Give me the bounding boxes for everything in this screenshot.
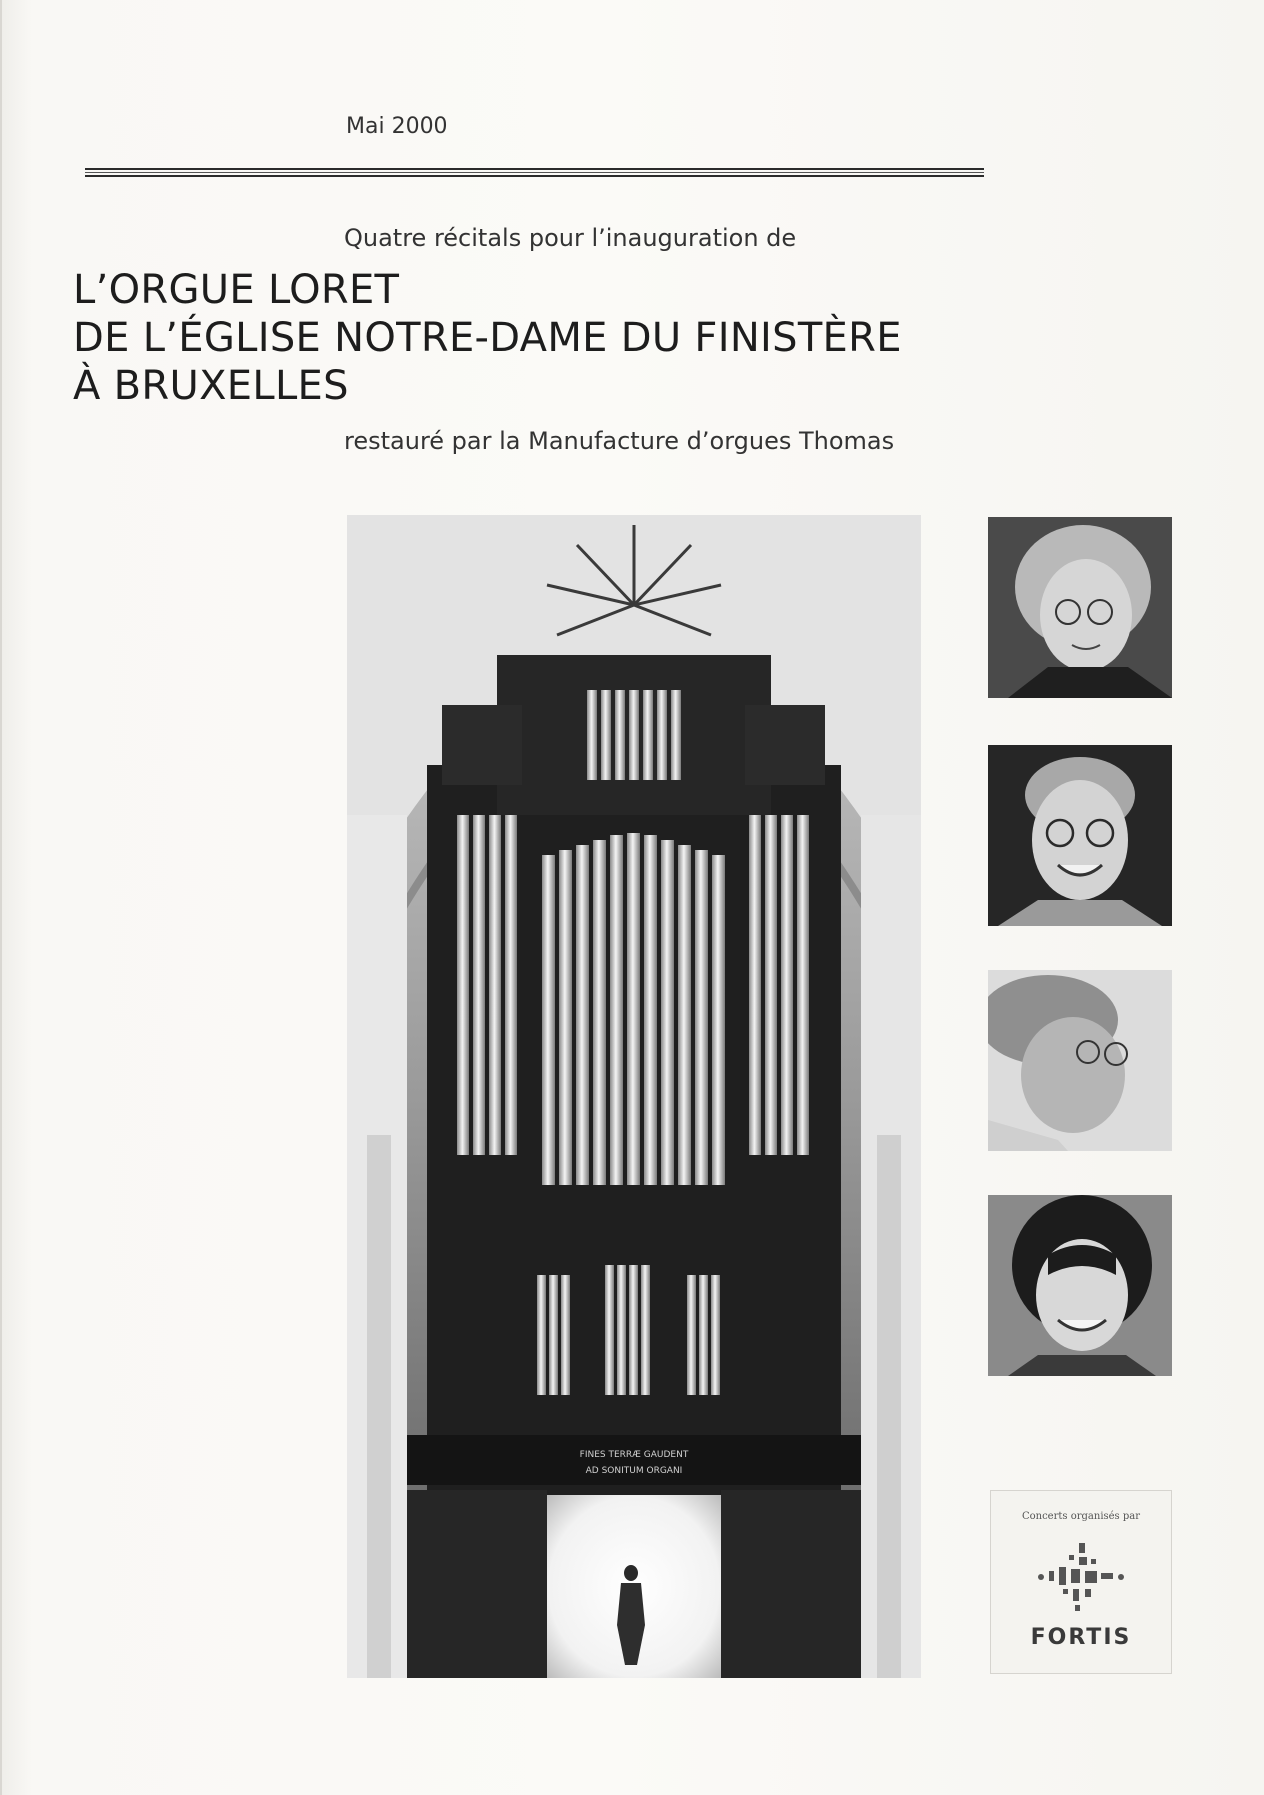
portrait-3 xyxy=(988,970,1172,1151)
main-title xyxy=(73,266,902,410)
sponsor-caption: Concerts organisés par xyxy=(1021,1511,1141,1522)
subtitle: Quatre récitals pour l’inauguration de xyxy=(344,224,797,252)
portrait-1 xyxy=(988,517,1172,698)
inscription-line-1: FINES TERRÆ GAUDENT xyxy=(579,1450,689,1460)
double-rule-divider xyxy=(85,168,984,177)
sponsor-name: FORTIS xyxy=(1030,1625,1132,1650)
organ-photograph xyxy=(347,515,921,1678)
restoration-line: restauré par la Manufacture d’orgues Thomas xyxy=(344,427,895,455)
portrait-4 xyxy=(988,1195,1172,1376)
title-line-3: À BRUXELLES xyxy=(73,363,349,409)
portrait-2 xyxy=(988,745,1172,926)
issue-date: Mai 2000 xyxy=(346,114,448,139)
fortis-logo-icon xyxy=(1031,1543,1135,1613)
title-line-2: DE L’ÉGLISE NOTRE-DAME DU FINISTÈRE xyxy=(73,315,902,361)
sponsor-block xyxy=(990,1490,1172,1674)
title-line-1: L’ORGUE LORET xyxy=(73,267,400,313)
inscription-line-2: AD SONITUM ORGANI xyxy=(585,1466,683,1476)
